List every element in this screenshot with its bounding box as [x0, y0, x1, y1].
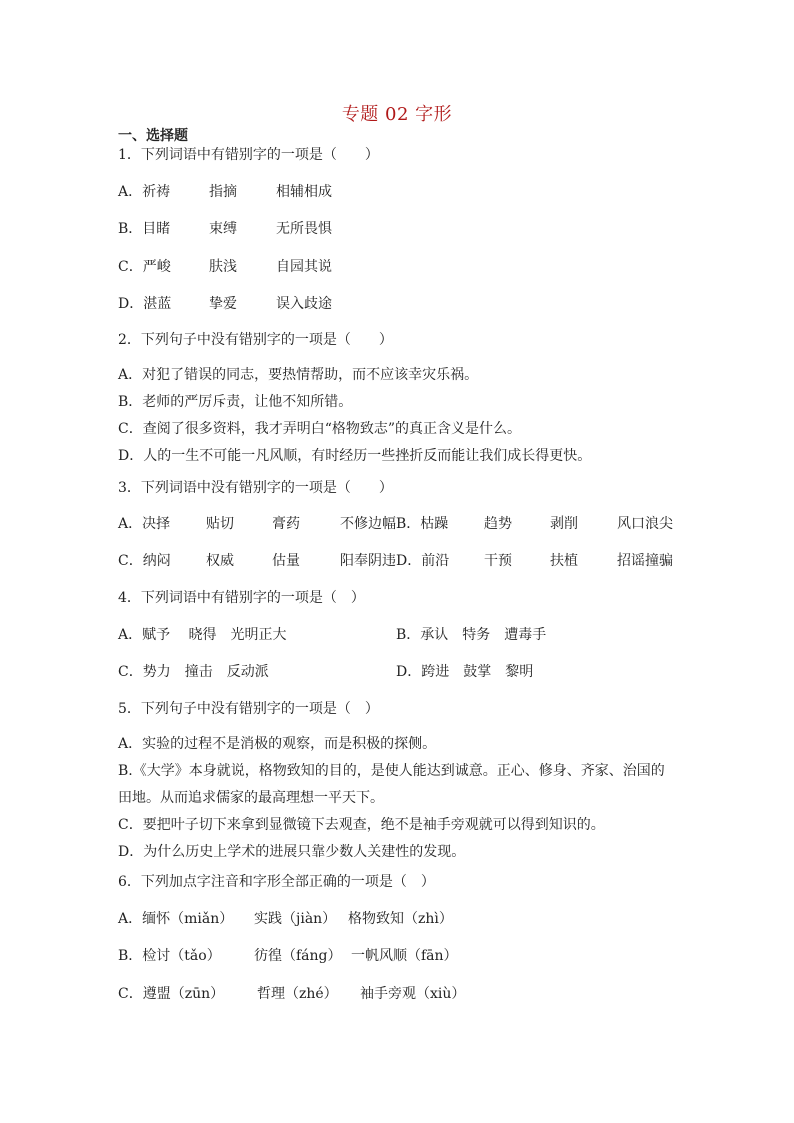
q3-row2-word1: C．纳闷 [118, 553, 171, 569]
q1-option-d-word2: 挚爱 [209, 296, 237, 312]
q6-option-c-word3: 袖手旁观（xiù） [360, 986, 466, 1002]
q6-option-a-word3: 格物致知（zhì） [348, 911, 453, 927]
q6-option-a-word2: 实践（jiàn） [254, 911, 337, 927]
q3-row1-word6: 剥削 [550, 516, 578, 532]
q6-option-c: C．遵盟（zūn） [118, 986, 225, 1002]
q3-row2-word2: 权威 [206, 553, 234, 569]
q3-row1-word7: 风口浪尖 [617, 516, 673, 532]
q3-row2-word6: 扶植 [550, 553, 578, 569]
q1-option-c: C．严峻 [118, 259, 171, 275]
q4-option-a: A．赋予 晓得 光明正大 [118, 627, 287, 643]
q3-row1-word3: 膏药 [272, 516, 300, 532]
q6-stem: 6．下列加点字注音和字形全部正确的一项是（ ） [118, 874, 435, 890]
q2-option-b: B．老师的严厉斥责，让他不知所错。 [118, 394, 353, 410]
q1-option-d: D．湛蓝 [118, 296, 172, 312]
q5-option-b-line2: 田地。从而追求儒家的最高理想一平天下。 [118, 790, 384, 806]
q6-option-a: A．缅怀（miǎn） [118, 911, 234, 927]
q3-row1-word4: 不修边幅B．枯躁 [340, 516, 449, 532]
q3-stem: 3．下列词语中没有错别字的一项是（ ） [118, 480, 393, 496]
q1-option-d-word3: 误入歧途 [276, 296, 332, 312]
q2-option-c: C．查阅了很多资料，我才弄明白“格物致志”的真正含义是什么。 [118, 421, 522, 437]
q5-option-a: A．实验的过程不是消极的观察，而是积极的探侧。 [118, 736, 437, 752]
q3-row1-word5: 趋势 [484, 516, 512, 532]
q6-option-b-word2: 彷徨（fáng） [254, 948, 342, 964]
q1-option-c-word3: 自园其说 [276, 259, 332, 275]
q1-option-a: A．祈祷 [118, 184, 171, 200]
q3-row2-word7: 招谣撞骗 [617, 553, 673, 569]
q1-option-b-word3: 无所畏惧 [276, 221, 332, 237]
q3-row1-word1: A．决择 [118, 516, 171, 532]
q1-option-c-word2: 肤浅 [209, 259, 237, 275]
q3-row2-word5: 干预 [484, 553, 512, 569]
q1-option-b-word2: 束缚 [209, 221, 237, 237]
q1-option-b: B．目睹 [118, 221, 171, 237]
q3-row2-word4: 阳奉阴违D．前沿 [340, 553, 450, 569]
q1-option-a-word2: 指摘 [209, 184, 237, 200]
q5-stem: 5．下列句子中没有错别字的一项是（ ） [118, 701, 379, 717]
q5-option-d: D．为什么历史上学术的进展只靠少数人关建性的发现。 [118, 844, 466, 860]
q1-stem: 1．下列词语中有错别字的一项是（ ） [118, 147, 379, 163]
q2-option-a: A．对犯了错误的同志，要热情帮助，而不应该幸灾乐祸。 [118, 367, 479, 383]
q1-option-a-word3: 相辅相成 [276, 184, 332, 200]
q4-option-b: B．承认 特务 遭毒手 [396, 627, 547, 643]
q4-option-d: D．跨进 鼓掌 黎明 [396, 664, 534, 680]
q5-option-c: C．要把叶子切下来拿到显微镜下去观查，绝不是袖手旁观就可以得到知识的。 [118, 817, 605, 833]
section-heading: 一、选择题 [118, 128, 188, 144]
page-title: 专题 02 字形 [341, 104, 453, 125]
q6-option-b-word3: 一帆风顺（fān） [351, 948, 458, 964]
q6-option-c-word2: 哲理（zhé） [257, 986, 338, 1002]
q4-stem: 4．下列词语中有错别字的一项是（ ） [118, 590, 365, 606]
q3-row2-word3: 估量 [272, 553, 300, 569]
q4-option-c: C．势力 撞击 反动派 [118, 664, 269, 680]
q6-option-b: B．检讨（tǎo） [118, 948, 221, 964]
q2-option-d: D．人的一生不可能一凡风顺，有时经历一些挫折反而能让我们成长得更快。 [118, 448, 592, 464]
q3-row1-word2: 贴切 [206, 516, 234, 532]
q5-option-b-line1: B.《大学》本身就说，格物致知的目的，是使人能达到诚意。正心、修身、齐家、治国的 [118, 763, 665, 779]
q2-stem: 2．下列句子中没有错别字的一项是（ ） [118, 332, 393, 348]
